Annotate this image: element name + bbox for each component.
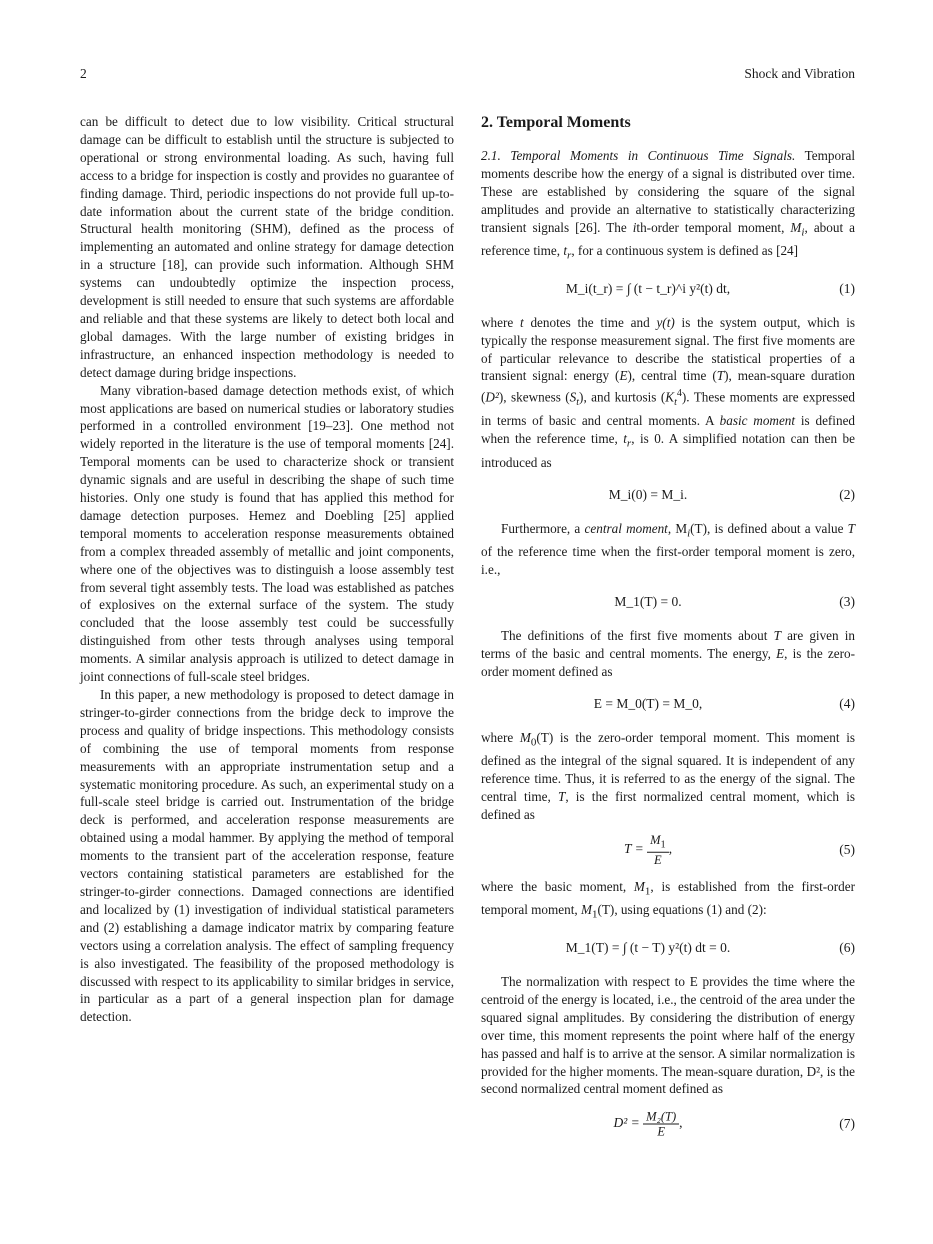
equation-3 <box>481 583 855 621</box>
equation-7 <box>481 1102 855 1146</box>
section-number: 2. <box>481 114 493 131</box>
equation-4-number: (4) <box>839 695 855 711</box>
p3-d: of the reference time when the first-order temporal moment is zero, i.e., <box>481 544 855 578</box>
p2-e: ), mean-square duration ( <box>481 368 855 405</box>
right-paragraph-5: where $M_0(T)$ is the zero-order temporal moment. This moment is defined as the integral of the signal squared. It is independent of any reference time. Thus, it is referred to as the energy of the signal. The central time, T, is the first normalized central moment, which is defined as <box>481 729 856 822</box>
p2-h: ). These moments are expressed in terms of basic and central moments. A <box>481 389 855 429</box>
p2-f: ), skewness ( <box>498 389 570 405</box>
p3-T: T <box>847 520 855 536</box>
p1-sub-r: r <box>567 249 572 262</box>
equation-5-body: T = $\frac{M_1}{E}$ , <box>623 832 673 868</box>
equation-2 <box>481 476 855 514</box>
p1-t: t <box>563 243 568 259</box>
eq7-fraction <box>643 1110 679 1139</box>
p1-text: Temporal moments describe how the energy of a signal is distributed over time. These are established by considering the square of the signal amplitudes and provide an alternative to statistically characterizing transient signals [26]. The <box>481 148 855 235</box>
p4-b: are given in terms of the basic and central moments. The energy, <box>481 628 856 661</box>
p2-i: is defined when the reference time, <box>481 413 856 447</box>
equation-2-number: (2) <box>839 486 855 502</box>
eq5-fraction: $\frac{M_1}{E}$ <box>647 833 669 868</box>
equation-6-number: (6) <box>839 940 855 956</box>
equation-4 <box>481 685 855 723</box>
equation-7-number: (7) <box>839 1116 855 1132</box>
left-column <box>80 113 454 1026</box>
p4-E: E <box>776 645 785 661</box>
p5-M0: M <box>519 729 531 745</box>
p2-K: K <box>665 389 675 405</box>
p6-M1T: M <box>580 902 592 918</box>
eq7-denominator: E <box>657 1124 665 1139</box>
p2-g: ), and kurtosis ( <box>579 389 666 405</box>
page-header <box>80 66 855 86</box>
equation-1 <box>481 270 855 308</box>
p1-about: , about a reference time, <box>481 219 856 259</box>
p4-a: The definitions of the first five moments about <box>501 628 768 643</box>
p1-Mi: M <box>790 219 802 235</box>
p3-c: (T), is defined about a value <box>690 520 844 536</box>
equation-4-body: E = M_0(T) = M_0, <box>593 695 703 711</box>
equation-2-body: M_i(0) = M_i. <box>608 486 688 502</box>
p2-b: denotes the time and <box>530 314 650 330</box>
p2-a: where <box>481 314 514 330</box>
right-paragraph-2: where t denotes the time and y(t) is the system output, which is typically the response measurement signal. The first five moments are of particular relevance to describe the statistical properties of a transient signal: energy (E), central time (T), mean-square duration (D²), skewness $(S_t)$, and kurtosis $(K_t^4)$. These moments are expressed in terms of basic and central moments. A basic moment is defined when the reference time, $t_r$, is 0. A simplified notation can then be introduced as <box>481 314 856 470</box>
subsection-title: 2.1. Temporal Moments in Continuous Time Signals. <box>481 148 796 163</box>
equation-3-body: M_1(T) = 0. <box>614 594 682 610</box>
p5-T: T <box>557 789 566 805</box>
p4-c: , is the zero-order moment defined as <box>481 645 855 679</box>
section-heading <box>481 113 855 133</box>
equation-5-number: (5) <box>839 841 855 857</box>
p2-d: ), central time ( <box>627 368 717 384</box>
p1-mid: th-order temporal moment, <box>636 219 785 235</box>
right-paragraph-6: where the basic moment, $M_1$, is established from the first-order temporal moment, $M_1(T)$, using equations (1) and (2): <box>481 878 855 922</box>
equation-5 <box>481 828 855 872</box>
equation-6 <box>481 929 855 967</box>
equation-1-body: M_i(t_r) = ∫ (t − t_r)^i y²(t) dt, <box>565 280 731 296</box>
p2-S: S <box>569 389 577 405</box>
p2-c: is the system output, which is typically the response measurement signal. The first five moments are of particular relevance to describe the statistical properties of a transient signal: energy ( <box>481 314 856 384</box>
p6-b: , is established from the first-order temporal moment, <box>481 878 855 918</box>
right-column <box>481 113 855 1152</box>
eq5-lhs: T = <box>623 840 644 856</box>
equation-6-body: M_1(T) = ∫ (t − T) y²(t) dt = 0. <box>565 940 731 956</box>
eq7-numerator: M₂(T) <box>646 1109 677 1124</box>
p1-i: i <box>632 219 637 235</box>
p6-a: where the basic moment, <box>481 878 627 894</box>
p2-j: , is 0. A simplified notation can then be introduced as <box>481 431 855 470</box>
p2-yt: y(t) <box>656 314 675 330</box>
p3-b: , M <box>667 520 688 536</box>
p2-D2: D² <box>485 389 499 405</box>
p6-c: (T), using equations (1) and (2): <box>597 902 767 918</box>
left-paragraph-2: Many vibration-based damage detection methods exist, of which most applications are based on numerical studies or laboratory studies performed in a controlled environment [19–23]. One method not widely reported in the literature is the use of temporal moments [24]. Temporal moments can be used to characterize shock or transient dynamic signals and are useful in describing the shape of such time histories. Only one study is found that has applied this method for damage detection purposes. Hemez and Doebling [25] applied temporal moments to acceleration response measurements obtained from a complex threaded assembly of metallic and joint components, where one of the objectives was to distinguish a loose assembly test from several tight assembly tests. The load was established as patches of explosives on the external surface of the system. The study concluded that the loose assembly test could be successfully distinguished from other tests through analyses using temporal moments. A similar analysis approach is utilized to detect damage in joint connections of full-scale steel bridges. <box>80 382 454 685</box>
left-paragraph-3: In this paper, a new methodology is proposed to detect damage in stringer-to-girder connections from the bridge deck to improve the process and quality of bridge inspections. This methodology consists of combining the use of temporal moments from response measurements with an appropriate instrumentation setup and a systematic monitoring procedure. As such, an experimental study on a full-scale steel bridge is carried out. Instrumentation of the bridge deck is performed, and acceleration response measurements are obtained using a modal hammer. By applying the method of temporal moments to the transient part of the acceleration response, feature vectors containing statistical parameters are established for the stringer-to-girder connections. Damaged connections are identified and localized by (1) investigation of individual statistical parameters and (2) establishing a damage indicator matrix by comparing feature vectors using a correlation analysis. The effect of sampling frequency is also investigated. The feasibility of the proposed methodology is discussed with respect to its applicability to similar bridges in service, in particular as a part of a general inspection plan for damage detection. <box>80 687 454 1025</box>
left-paragraph-1: can be difficult to detect due to low visibility. Critical structural damage can be difficult to establish until the structure is subjected to operational or strong environmental loading. As such, having full access to a bridge for inspection is costly and provides no guarantee of finding damage. Third, periodic inspections do not provide full up-to-date information about the current state of the bridge condition. Structural health monitoring (SHM), defined as the process of implementing an automated and online strategy for damage detection in a structure [18], can provide such information. Although SHM systems can undoubtedly optimize the inspection process, development is still needed to ensure that such systems are affordable and reliable and that these systems are likely to detect both local and global damages. With the large number of existing bridges in infrastructure, an enhanced inspection methodology is needed to detect damage during bridge inspections. <box>80 114 454 380</box>
p5-b: (T) is the zero-order temporal moment. This moment is defined as the integral of the signal squared. It is independent of any reference time. Thus, it is referred to as the energy of the signal. The central time, <box>481 729 856 805</box>
right-paragraph-1 <box>481 147 855 266</box>
p2-E: E <box>619 368 628 384</box>
equation-7-body: D² = $\frac{\text{M₂(T)}}{E}$ , <box>613 1109 683 1139</box>
right-paragraph-3: Furthermore, a central moment, $M_i(T)$, is defined about a value T of the reference time when the first-order temporal moment is zero, i.e., <box>481 520 855 578</box>
p6-M1: M <box>633 878 645 894</box>
p2-tr: t <box>623 431 627 447</box>
p3-a: Furthermore, a <box>501 520 581 536</box>
page-number: 2 <box>80 66 87 81</box>
p1-end: , for a continuous system is defined as [24] <box>571 243 799 259</box>
section-title: Temporal Moments <box>496 114 631 131</box>
right-paragraph-4 <box>481 627 855 681</box>
eq5-denominator: E <box>654 853 662 868</box>
p2-basic: basic moment <box>719 413 796 429</box>
eq7-lhs: D² = <box>613 1115 640 1131</box>
right-paragraph-7: The normalization with respect to E provides the time where the centroid of the energy is located, i.e., the centroid of the area under the squared signal amplitudes. By considering the distribution of energy over time, this moment represents the point where half of the energy has passed and half is to arrive at the sensor. A similar normalization is provided for the higher moments. The mean-square duration, D², is the second normalized central moment defined as <box>481 973 855 1097</box>
p2-T: T <box>716 368 725 384</box>
p1-sub-i: i <box>801 226 805 239</box>
p5-c: , is the first normalized central moment, which is defined as <box>481 789 855 822</box>
eq5-numerator: M <box>650 832 661 847</box>
p5-a: where <box>481 729 514 745</box>
journal-name: Shock and Vibration <box>744 66 855 81</box>
equation-1-number: (1) <box>839 280 855 296</box>
equation-3-number: (3) <box>839 594 855 610</box>
p4-T: T <box>773 628 781 643</box>
p3-central: central moment <box>584 520 668 536</box>
p2-t: t <box>520 314 524 330</box>
